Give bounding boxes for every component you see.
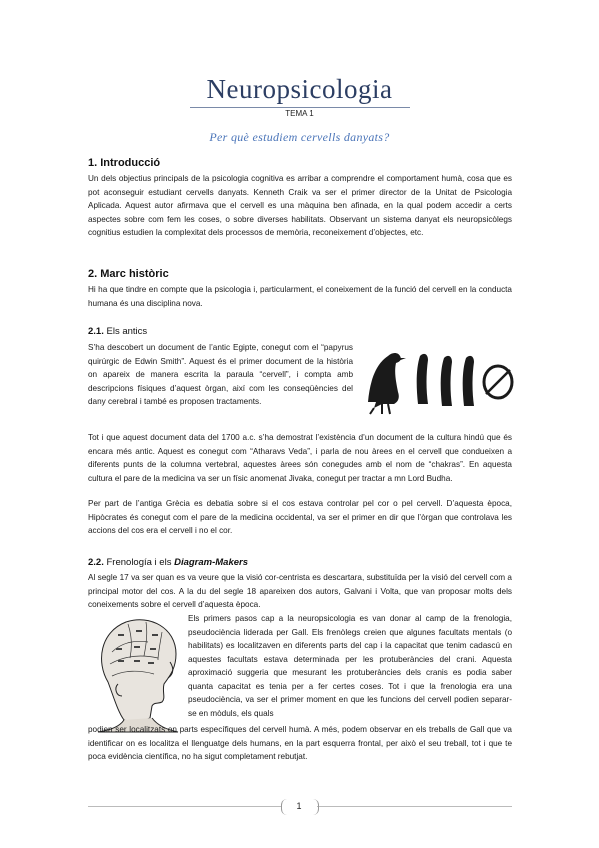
- section-heading-intro: 1. Introducció: [88, 157, 161, 169]
- subsection-heading-antics: [88, 326, 147, 337]
- tema-label: TEMA 1: [285, 109, 314, 118]
- title-underline: [190, 107, 410, 108]
- phrenology-head-image: [88, 612, 183, 734]
- subsection-title: Frenología i els: [106, 557, 172, 568]
- subsection-title-emphasis: Diagram-Makers: [174, 557, 249, 568]
- frenologia-intro-paragraph: Al segle 17 va ser quan es va veure que la visió cor-centrista es descartara, substituïda per la visió del cervell com a principal motor del cos. A la du del segle 18 apareixen dos autors, Galvani i Volta, que van proposar molts dels coneixements sobre el cervell d’aquesta època.: [88, 573, 512, 609]
- page-number: 1: [296, 801, 302, 811]
- egyptian-hieroglyphs-image: [360, 342, 520, 418]
- document-subtitle: Per què estudiem cervells danyats?: [209, 130, 390, 144]
- subsection-title: Els antics: [106, 326, 148, 337]
- footer-rule-left: [88, 806, 281, 807]
- frenologia-paragraph-beside-image: Els primers pasos cap a la neuropsicologia es van donar al camp de la frenologia, pseudociència liderada per Gall. Els frenòlegs creien que algunes facultats mentals (o habilitats) es localitzaven en diferents parts del cap i la capacitat que tenim cadascú en aquestes facultats estava determinada per les protuberàncies del crani. Aquesta aproximació suggeria que mesurant les protuberàncies dels cranis es podia saber quanta capacitat es tenia per a fer certes coses. Tot i que la frenologia era una pseudociència, va ser el primer moment en que les funcions del cervell podien separar-se en mòduls, els quals: [188, 614, 512, 718]
- antics-paragraph-2: Tot i que aquest document data del 1700 a.c. s’ha demostrat l’existència d’un document de la cultura hindú que és encara més antic. Aquest es conegut com “Atharavs Veda”, i parla de nou àrees en el cervell que condueixen a diferents punts de la columna vertebral, aquestes àrees són conegudes amb el nom de “chakras”. En aquesta cultura el pare de la medicina va ser un físic anomenat Jivaka, conegut per tractar a mn Lord Budha.: [88, 433, 512, 483]
- frenologia-paragraph-2: podien ser localitzats en parts específiques del cervell humà. A més, podem observar en els treballs de Gall que va identificar on es localitza el llenguatge dels humans, en la part esquerra frontal, per això el seu treball, tot i que te poca evidència científica, no ha sigut completament rebutjat.: [88, 725, 512, 761]
- subsection-number: 2.1.: [88, 326, 104, 337]
- footer-rule-right: [317, 806, 512, 807]
- intro-paragraph: Un dels objectius principals de la psicologia cognitiva es arribar a comprendre el comportament humà, cosa que es pot aconseguir estudiant cervells danyats. Kenneth Craik va ser el primer director de la Unitat de Psicologia Aplicada. Aquest autor afirmava que el cervell es una màquina ben afinada, en la qual podem accedir a certs aspectes sobre com fem les coses, o sobre diverses habilitats. Observant un sistema danyat els neuropsicòlegs cognitius estudien la complexitat dels processos de memòria, reconeixement d’objectes, etc.: [88, 174, 512, 237]
- history-paragraph: Hi ha que tindre en compte que la psicologia i, particularment, el coneixement de la funció del cervell en la conducta humana és una disciplina nova.: [88, 285, 512, 308]
- document-title: Neuropsicologia: [206, 74, 393, 104]
- subsection-number: 2.2.: [88, 557, 104, 568]
- antics-paragraph-3: Per part de l’antiga Grècia es debatia sobre si el cos estava controlar pel cor o pel cervell. D’aquesta època, Hipòcrates és conegut com el pare de la medicina occidental, va ser el primer en dir que l’òrgan que controlava les accions del cos era el cervell i no el cor.: [88, 499, 512, 535]
- section-heading-history: 2. Marc històric: [88, 268, 169, 280]
- antics-paragraph-beside-image: S’ha descobert un document de l’antic Egipte, conegut com el “papyrus quirúrgic de Edwin Smith”. Aquest és el primer document de la història on apareix de manera escrita la paraula “cervell”, i compta amb descripcions físiques d’aquest òrgan, així com les conseqüències del dany cerebral i també es proposen tractaments.: [88, 343, 353, 406]
- subsection-heading-frenologia: [88, 557, 248, 568]
